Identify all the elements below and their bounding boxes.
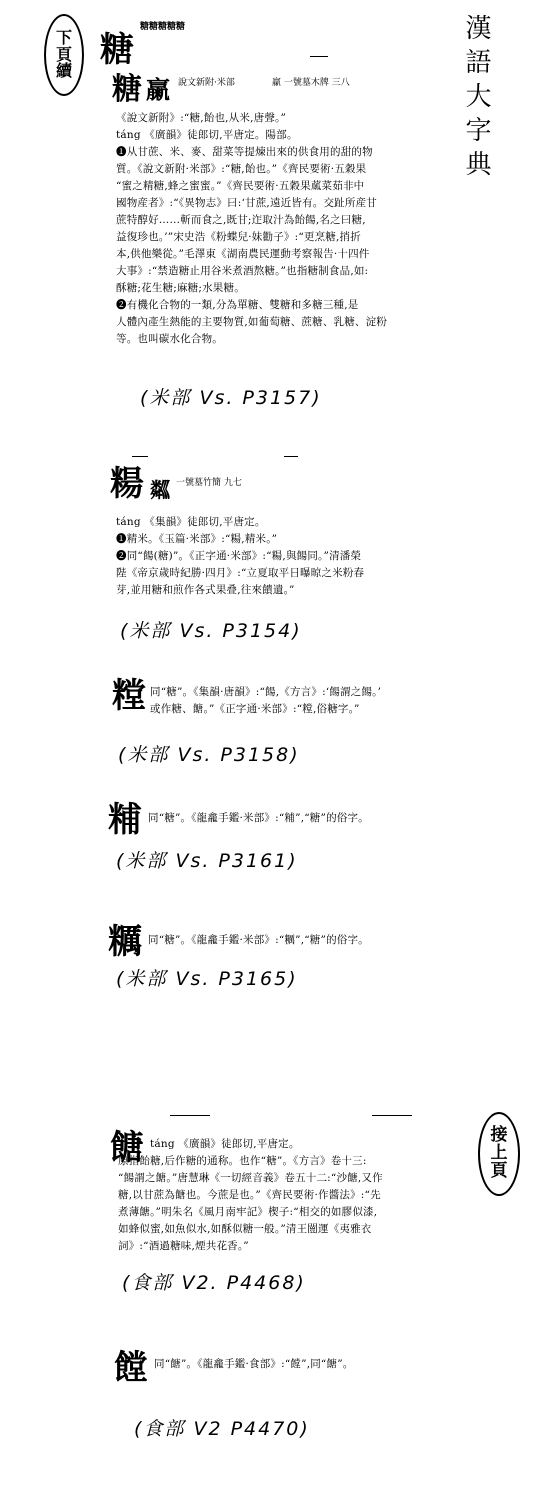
handwritten-note: (米部 Vs. P3158) [118, 744, 300, 766]
entry-line: 煮薄餹。”明朱名《風月南牢記》楔子:“相交的如膠似漆, [118, 1206, 378, 1218]
entry-line: ❷有機化合物的一類,分為單糖、雙糖和多糖三種,是 [116, 299, 359, 311]
stamp-char: 頁 [55, 44, 72, 64]
entry-source-note: 說文新附·米部 [178, 78, 235, 88]
entry-line: 同“糖”。《龍龕手鑑·米部》:“䊇”,“糖”的俗字。 [148, 812, 369, 824]
entry-line: 如蜂似蜜,如魚似水,如酥似糖一般。”清王闓運《夷雅衣 [118, 1223, 372, 1235]
entry-line: 《說文新附》:“糖,飴也,从米,唐聲。” [116, 112, 287, 124]
handwritten-note: (米部 Vs. P3165) [116, 968, 298, 990]
divider [284, 456, 298, 457]
stamp-char: 上 [490, 1143, 508, 1164]
entry-variant-glyph: 𥻘 [150, 478, 170, 502]
entry-line: 陛《帝京歲時紀勝·四月》:“立夏取平日曝晾之米粉春 [116, 567, 365, 579]
entry-line: “餳謂之餹。”唐慧琳《一切經音義》卷五十二:“沙餹,又作 [118, 1172, 383, 1184]
top-note: 糖糖糖糖糖 [140, 22, 186, 32]
entry-line: 酥糖;花生糖;麻糖;水果糖。 [116, 282, 245, 294]
stamp-char: 接 [490, 1125, 508, 1146]
entry-line: táng 《廣韻》徒郎切,平唐定。陽部。 [116, 129, 298, 141]
handwritten-note: (米部 Vs. P3154) [120, 620, 302, 642]
handwritten-note: (食部 V2 P4470) [134, 1418, 310, 1440]
entry-headword: 糖 [100, 30, 134, 70]
entry-line: 糖,以甘蔗為餹也。今蔗是也。”《齊民要術·作醬法》:“先 [118, 1189, 381, 1201]
handwritten-note: (米部 Vs. P3161) [116, 850, 298, 872]
divider [170, 1115, 210, 1116]
entry-line: “蜜之精糖,蜂之蜜蜜。”《齊民要術·五穀果蓏菜茹非中 [116, 180, 365, 192]
entry-subhead: 糖 [112, 72, 142, 107]
stamp-char: 頁 [490, 1160, 508, 1181]
handwritten-note: (食部 V2. P4468) [122, 1272, 306, 1294]
divider [310, 56, 328, 57]
entry-headword: 糲 [108, 922, 142, 962]
entry-line: 大事》:“禁造糖止用谷米煮酒熬糖。”也指糖制食品,如: [116, 265, 369, 277]
dictionary-title: 漢語大字典 [461, 14, 491, 184]
entry-line: 詞》:“酒過糖味,煙共花香。” [118, 1240, 249, 1252]
entry-line: 蔗特醇好……斬而食之,既甘;迮取汁為飴餳,名之曰糖, [116, 214, 366, 226]
entry-line: 質。《說文新附·米部》:“糖,飴也。”《齊民要術·五穀果 [116, 163, 367, 175]
previous-page-stamp [478, 1112, 520, 1196]
entry-line: 國物産者》:“《異物志》曰:‘甘蔗,遠近皆有。交趾所産甘 [116, 197, 377, 209]
entry-source-note: 一號墓竹簡 九七 [176, 478, 242, 488]
entry-line: 同“糖”。《龍龕手鑑·米部》:“糲”,“糖”的俗字。 [148, 934, 369, 946]
entry-variant-glyph: 䊨 [146, 75, 170, 104]
entry-line: 人體內產生熱能的主要物質,如葡萄糖、蔗糖、乳糖、淀粉 [116, 316, 388, 328]
entry-line: táng 《集韻》徒郎切,平唐定。 [116, 516, 266, 528]
entry-line: ❷同“餳(糖)”。《正字通·米部》:“糃,與餳同。”清潘榮 [116, 550, 362, 562]
entry-headword: 䊇 [108, 800, 142, 840]
entry-line: ❶从甘蔗、米、麥、甜菜等提煉出來的供食用的甜的物 [116, 146, 373, 158]
entry-line: 益復珍也。’”宋史浩《粉蝶兒·妹勸子》:“更烹糖,捎折 [116, 231, 361, 243]
entry-source-note: 䊨 一號墓木牌 三八 [272, 78, 350, 88]
entry-line: 或作糖、餹。”《正字通·米部》:“糛,俗糖字。” [150, 703, 360, 715]
entry-line: 同“餹”。《龍龕手鑑·食部》:“饄”,同“餹”。 [154, 1358, 354, 1370]
entry-line: táng 《廣韻》徒郎切,平唐定。 [150, 1138, 300, 1150]
entry-headword: 糛 [112, 676, 146, 716]
entry-line: 等。也叫碳水化合物。 [116, 333, 223, 345]
stamp-char: 續 [55, 61, 72, 81]
handwritten-note: (米部 Vs. P3157) [140, 387, 322, 409]
entry-body [154, 1356, 454, 1373]
entry-line: 芽,並用糖和煎作各式果叠,往來饋遺。” [116, 584, 295, 596]
entry-body [116, 514, 441, 599]
entry-line: 本,供他樂從。”毛澤東《湖南農民運動考察報告·十四件 [116, 248, 370, 260]
entry-headword: 糃 [110, 464, 144, 504]
entry-headword: 餹 [110, 1128, 144, 1168]
divider [372, 1115, 412, 1116]
entry-body [148, 810, 448, 827]
entry-body [118, 1153, 468, 1255]
entry-headword: 饄 [114, 1348, 148, 1388]
entry-line: 同“糖”。《集韻·唐韻》:“餳,《方言》:‘餳謂之餳。’ [150, 686, 382, 698]
next-page-stamp [44, 14, 84, 96]
entry-body [150, 684, 450, 718]
entry-body [148, 932, 448, 949]
stamp-char: 下 [55, 27, 72, 47]
entry-body [116, 110, 441, 348]
entry-line: 原指飴糖,后作糖的通称。也作“糖”。《方言》卷十三: [118, 1155, 367, 1167]
entry-line: ❶精米。《玉篇·米部》:“糃,精米。” [116, 533, 278, 545]
